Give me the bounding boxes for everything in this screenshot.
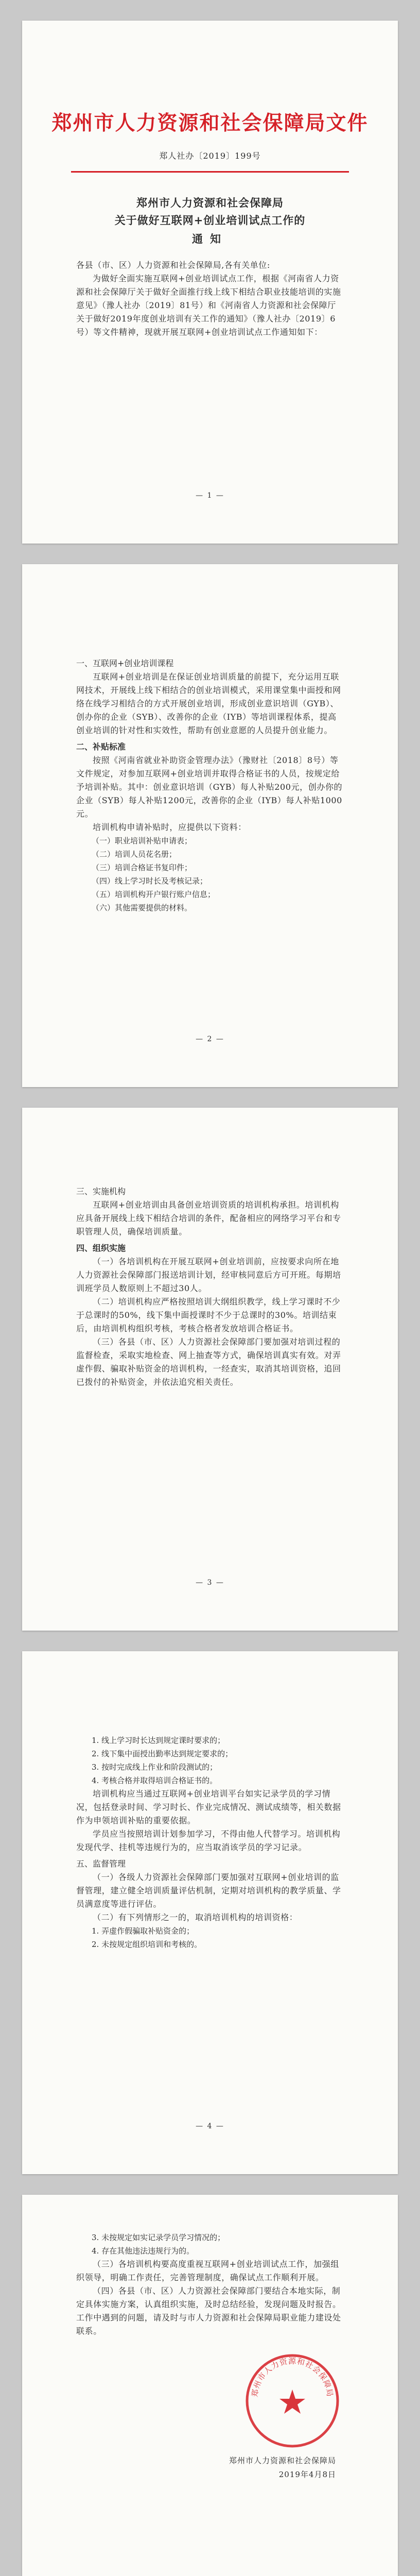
paragraph: （三）各县（市、区）人力资源社会保障部门要加强对培训过程的监督检查，采取实地检查、网上抽查等方式，确保培训真实有效。对弄虚作假、骗取补贴资金的培训机构，一经查实，取消其培训资格，追回已拨付的补贴资金，并依法追究相关责任。 xyxy=(76,1337,341,1387)
page-number: — 1 — xyxy=(196,492,224,500)
seal-text: 郑州市人力资源和社会保障局 xyxy=(250,2356,335,2398)
paragraph: 学员应当按照培训计划参加学习，不得由他人代替学习。培训机构发现代学、挂机等违规行为的，应当取消该学员的学习记录。 xyxy=(76,1829,341,1852)
list-item: 2. 未按规定组织培训和考核的。 xyxy=(92,1940,202,1949)
list-item: 1. 线上学习时长达到规定课时要求的； xyxy=(92,1736,225,1745)
list-item: （三）培训合格证书复印件； xyxy=(92,863,192,872)
list-item: 3. 按时完成线上作业和阶段测试的； xyxy=(92,1762,218,1772)
paragraph: 互联网+创业培训是在保证创业培训质量的前提下，充分运用互联网技术，开展线上线下相结合的创业培训模式，采用课堂集中面授和网络在线学习相结合的方式开展创业培训，形成创业意识培训（GYB）、创办你的企业（SYB）、改善你的企业（IYB）等培训课程体系，提高创业培训的针对性和实效性，帮助有创业意愿的人员提升创业能力。 xyxy=(76,672,341,735)
page-1-body xyxy=(76,259,344,339)
page-3 xyxy=(22,1108,398,1631)
page-number: — 4 — xyxy=(196,2122,224,2130)
section-heading: 三、实施机构 xyxy=(76,1187,126,1196)
list-item: （四）线上学习时长及考核记录； xyxy=(92,876,208,886)
paragraph: 按照《河南省就业补助资金管理办法》（豫财社〔2018〕8号）等文件规定，对参加互联网+创业培训并取得合格证书的人员，按规定给予培训补贴。其中：创业意识培训（GYB）每人补贴200元，创办你的企业（SYB）每人补贴1200元，改善你的企业（IYB）每人补贴1000元。 xyxy=(76,755,343,819)
red-header: 郑州市人力资源和社会保障局文件 xyxy=(51,111,369,135)
list-item: 2. 线下集中面授出勤率达到规定要求的； xyxy=(92,1749,233,1758)
list-item: （五）培训机构开户银行账户信息； xyxy=(92,890,216,899)
addressee: 各县（市、区）人力资源和社会保障局,各有关单位: xyxy=(76,260,270,270)
list-item: 1. 弄虚作假骗取补贴资金的； xyxy=(92,1926,195,1936)
section-heading: 五、监督管理 xyxy=(76,1859,126,1869)
paragraph: 培训机构申请补贴时，应提供以下资料： xyxy=(93,822,247,832)
title-line-3: 通知 xyxy=(192,232,228,245)
page-3-body xyxy=(76,1185,344,1389)
page-4 xyxy=(22,1651,398,2174)
page-number: — 3 — xyxy=(196,1579,224,1587)
section-heading: 四、组织实施 xyxy=(76,1243,126,1253)
paragraph: （一）各培训机构在开展互联网+创业培训前，应按要求向所在地人力资源社会保障部门报送培训计划，经审核同意后方可开班。每期培训班学员人数原则上不超过30人。 xyxy=(76,1257,341,1293)
paragraph: 互联网+创业培训由具备创业培训资质的培训机构承担。培训机构应具备开展线上线下相结合培训的条件，配备相应的网络学习平台和专职管理人员，确保培训质量。 xyxy=(76,1200,341,1236)
document-number: 郑人社办〔2019〕199号 xyxy=(159,151,261,161)
title-line-2: 关于做好互联网+创业培训试点工作的 xyxy=(114,214,306,227)
paragraph: （一）各级人力资源社会保障部门要加强对互联网+创业培训的监督管理，建立健全培训质量评估机制，定期对培训机构的教学质量、学员满意度等进行评估。 xyxy=(76,1872,341,1909)
title-line-1: 郑州市人力资源和社会保障局 xyxy=(136,196,284,209)
page-2-body xyxy=(76,657,344,914)
paragraph: （二）有下列情形之一的，取消培训机构的培训资格： xyxy=(93,1912,298,1922)
list-item: （六）其他需要提供的材料。 xyxy=(92,903,192,912)
page-2 xyxy=(22,564,398,1087)
issue-date: 2019年4月8日 xyxy=(278,2470,336,2479)
paragraph: 培训机构应当通过互联网+创业培训平台如实记录学员的学习情况，包括登录时间、学习时长、作业完成情况、测试成绩等，相关数据作为申领培训补贴的重要依据。 xyxy=(76,1789,341,1825)
page-5-body xyxy=(76,2231,344,2338)
list-item: 3. 未按规定如实记录学员学习情况的； xyxy=(92,2233,225,2242)
page-number: — 2 — xyxy=(196,1035,224,1043)
page-4-body xyxy=(76,1734,344,1951)
official-seal xyxy=(241,2349,344,2452)
paragraph: （二）培训机构应严格按照培训大纲组织教学，线上学习课时不少于总课时的50%，线下集中面授课时不少于总课时的30%。培训结束后，由培训机构组织考核，考核合格者发放培训合格证书。 xyxy=(76,1297,341,1333)
list-item: 4. 考核合格并取得培训合格证书的。 xyxy=(92,1776,218,1785)
page-5 xyxy=(22,2195,398,2576)
issuer-name: 郑州市人力资源和社会保障局 xyxy=(229,2456,336,2465)
paragraph: （四）各县（市、区）人力资源社会保障部门要结合本地实际，制定具体实施方案，认真组织实施，及时总结经验，发现问题及时报告。工作中遇到的问题，请及时与市人力资源和社会保障局职业能力建设处联系。 xyxy=(76,2286,341,2336)
paragraph: （三）各培训机构要高度重视互联网+创业培训试点工作，加强组织领导，明确工作责任，完善管理制度，确保试点工作顺利开展。 xyxy=(76,2259,339,2282)
section-heading: 一、互联网+创业培训课程 xyxy=(76,658,174,668)
list-item: 4. 存在其他违法违规行为的。 xyxy=(92,2246,195,2256)
page-1 xyxy=(22,21,398,544)
intro-paragraph: 为做好全面实施互联网+创业培训试点工作，根据《河南省人力资源和社会保障厅关于做好全面推行线上线下相结合职业技能培训的实施意见》（豫人社办〔2019〕81号）和《河南省人力资源和社会保障厅关于做好2019年度创业培训有关工作的通知》（豫人社办〔2019〕6号）等文件精神，现就开展互联网+创业培训试点工作通知如下： xyxy=(76,274,341,337)
list-item: （二）培训人员花名册； xyxy=(92,850,177,859)
list-item: （一）职业培训补贴申请表； xyxy=(92,836,192,845)
red-divider xyxy=(71,171,349,173)
section-heading: 二、补贴标准 xyxy=(76,742,126,752)
